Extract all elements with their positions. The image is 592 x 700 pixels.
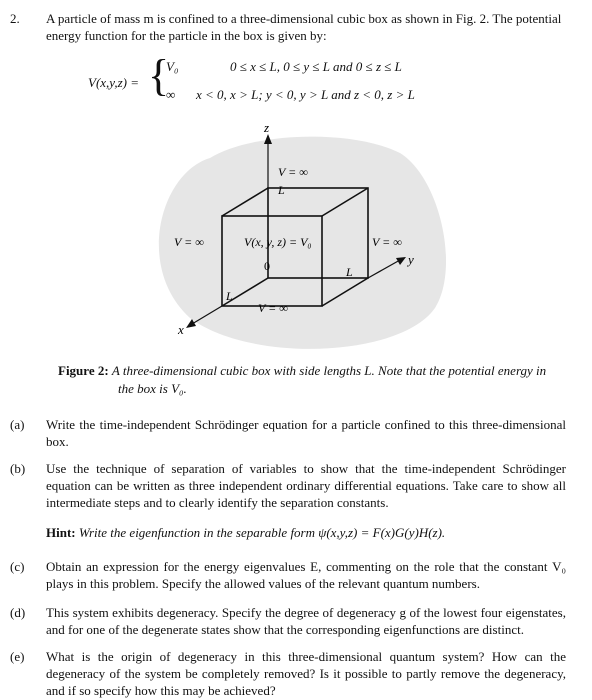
hint-label: Hint: bbox=[46, 525, 76, 540]
question-intro: A particle of mass m is confined to a three-dimensional cubic box as shown in Fig. 2. The potential energy function for the particle in the box is given by: bbox=[46, 11, 562, 43]
part-e-text: What is the origin of degeneracy in this three-dimensional quantum system? How can the degeneracy of the system be completely removed? Is it possible to partly remove the degeneracy, and if so specify how this may be achieved? bbox=[46, 649, 566, 698]
part-a-label: (a) bbox=[10, 417, 25, 432]
figure-caption bbox=[58, 362, 558, 379]
edge-top-label: L bbox=[278, 183, 285, 197]
potential-case2-value: ∞ bbox=[166, 87, 176, 102]
caption-line2: the box is V₀. bbox=[118, 381, 187, 396]
axis-y-label: y bbox=[408, 252, 414, 267]
part-a-text: Write the time-independent Schrödinger equation for a particle confined to this three-dimensional box. bbox=[46, 417, 566, 449]
part-d-text: This system exhibits degeneracy. Specify the degree of degeneracy g of the lowest four eigenstates, and for one of the degenerate states show that the corresponding eigenfunctions are distinct. bbox=[46, 605, 566, 637]
potential-case2-condition: x < 0, x > L; y < 0, y > L and z < 0, z > L bbox=[196, 87, 415, 102]
part-c-label: (c) bbox=[10, 559, 25, 574]
caption-line1: A three-dimensional cubic box with side lengths L. Note that the potential energy in bbox=[111, 363, 547, 378]
part-b-label: (b) bbox=[10, 461, 26, 476]
potential-case1-value: V₀ bbox=[166, 59, 179, 74]
v-top-label: V = ∞ bbox=[278, 165, 308, 179]
potential-lhs: V(x,y,z) = bbox=[88, 75, 140, 90]
caption-label: Figure 2: bbox=[58, 363, 109, 378]
hint bbox=[46, 524, 445, 541]
axis-x-label: x bbox=[178, 322, 184, 337]
part-b-text: Use the technique of separation of variables to show that the time-independent Schrödinger equation can be written as three independent ordinary differential equations. Take care to show all intermediate steps and to clearly identify the separation constants. bbox=[46, 461, 566, 510]
part-e-label: (e) bbox=[10, 649, 25, 664]
part-c-text: Obtain an expression for the energy eigenvalues E, commenting on the role that the constant V₀ plays in this problem. Specify the allowed values of the relevant quantum numbers. bbox=[46, 559, 566, 591]
question-number: 2. bbox=[10, 11, 20, 26]
piecewise-brace: { bbox=[148, 51, 170, 100]
potential-case1-condition: 0 ≤ x ≤ L, 0 ≤ y ≤ L and 0 ≤ z ≤ L bbox=[230, 59, 402, 74]
origin-label: 0 bbox=[264, 259, 270, 273]
edge-bottom-label: L bbox=[226, 289, 233, 303]
v-right-label: V = ∞ bbox=[372, 235, 402, 249]
v-inside-label: V(x, y, z) = V₀ bbox=[244, 235, 312, 249]
axis-z-label: z bbox=[264, 120, 270, 135]
hint-text: Write the eigenfunction in the separable form ψ(x,y,z) = F(x)G(y)H(z). bbox=[78, 525, 446, 540]
edge-right-label: L bbox=[346, 265, 353, 279]
v-left-label: V = ∞ bbox=[174, 235, 204, 249]
cubic-box-figure bbox=[140, 118, 450, 358]
v-bottom-label: V = ∞ bbox=[258, 301, 288, 315]
part-d-label: (d) bbox=[10, 605, 26, 620]
